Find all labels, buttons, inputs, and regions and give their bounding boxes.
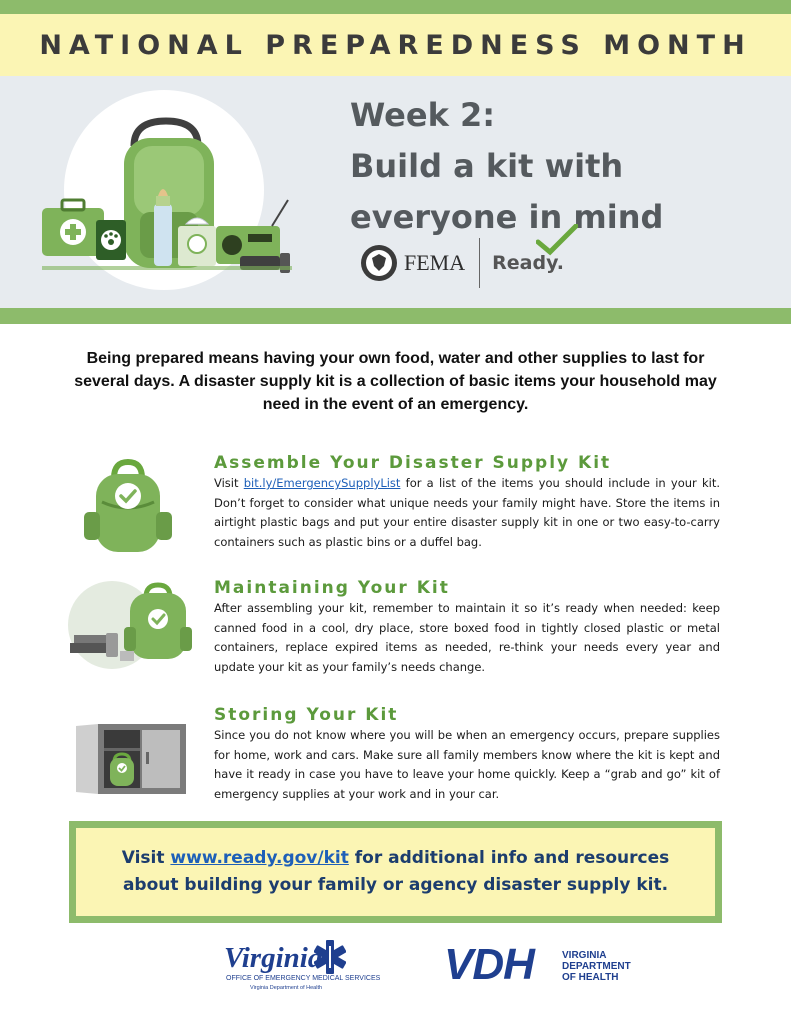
week-line-3: everyone in mind [350,198,664,236]
vdh-logo [444,940,644,994]
week-line-2: Build a kit with [350,147,624,185]
green-divider-band [0,308,791,324]
section-body-rest: for a list of the items you should include in your kit. Don’t forget to consider what unique needs your family might have. Store the items in airtight plastic bags and put your entire disaster supply kit in one or two easy-to-carry containers such as plastic bins or a duffel bag. [214,476,720,549]
checkmark-icon [536,224,578,256]
ready-logo-text: Ready [492,252,557,274]
vdh-name-line-2: DEPARTMENT [562,961,631,972]
star-of-life-icon [314,938,346,976]
ready-gov-kit-link[interactable]: www.ready.gov/kit [170,848,349,868]
hero-banner [0,76,791,308]
ready-logo: Ready. [492,252,564,274]
fema-logo-text: FEMA [404,250,466,275]
section-body-assemble [214,474,720,552]
section-title-assemble: Assemble Your Disaster Supply Kit [214,453,612,473]
vdh-name [562,950,631,983]
virginia-oems-logo [224,938,381,998]
logo-divider [479,238,480,288]
backpack-supplies-icon [66,579,196,675]
section-body-prefix: Visit [214,476,244,490]
vdh-name-line-1: VIRGINIA [562,950,607,961]
section-title-store: Storing Your Kit [214,705,399,725]
section-title-maintain: Maintaining Your Kit [214,578,450,598]
page-title: NATIONAL PREPAREDNESS MONTH [39,29,752,61]
emergency-supply-list-link[interactable]: bit.ly/EmergencySupplyList [243,476,401,490]
resource-callout [69,821,722,923]
title-band [0,14,791,76]
locker-backpack-icon [74,722,188,796]
partner-logos [360,236,564,290]
callout-line-2: about building your family or agency disaster supply kit. [122,875,669,895]
virginia-wordmark: Virginia [224,942,323,974]
top-green-stripe [0,0,791,14]
virginia-dept-text: Virginia Department of Health [250,985,323,991]
week-heading [350,90,663,243]
section-body-store: Since you do not know where you will be when an emergency occurs, prepare supplies for home, work and cars. Make sure all family members know where the kit is kept and have it ready in case you have to leave your home quickly. Keep a “grab and go” kit of emergency supplies at your work and in your car. [214,728,720,801]
virginia-office-text: OFFICE OF EMERGENCY MEDICAL SERVICES [226,975,381,982]
backpack-check-icon [78,458,178,554]
callout-pre: Visit [121,848,171,868]
week-line-1: Week 2: [350,96,496,134]
intro-text: Being prepared means having your own food, water and other supplies to last for several days. A disaster supply kit is a collection of basic items your household may need in the event of an emergency. [74,350,717,413]
resource-callout-inner [76,828,715,916]
callout-line-1 [122,845,670,872]
callout-post: for additional info and resources [348,848,670,868]
emergency-kit-illustration [36,116,306,286]
vdh-letters: VDH [444,940,534,989]
dhs-seal-icon [360,244,398,282]
vdh-name-line-3: OF HEALTH [562,972,619,983]
section-body-maintain: After assembling your kit, remember to maintain it so it’s ready when needed: keep canned food in a cool, dry place, store boxed food in tightly closed plastic or metal containers, replace expired items as needed, re-think your needs every year and update your kit as your family’s needs change. [214,601,720,674]
